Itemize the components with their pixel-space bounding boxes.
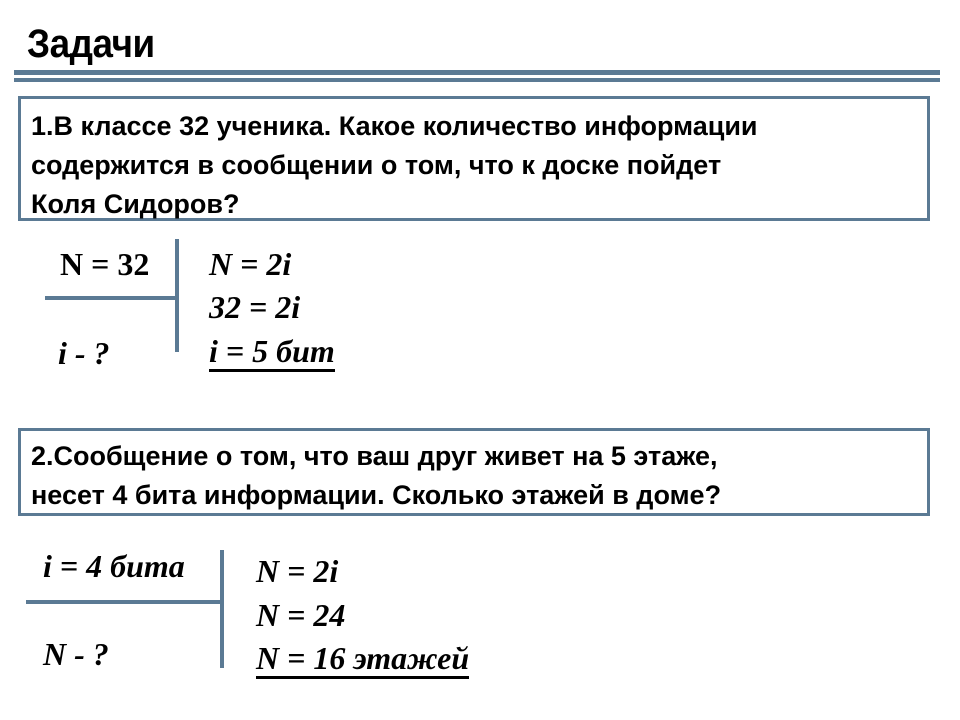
task-2-solution-divider [220, 550, 224, 668]
task-1-given-unknown: i - ? [58, 335, 110, 371]
task-1-given-known: N = 32 [60, 246, 150, 282]
task-2-solution-line: N = 2i [256, 553, 339, 589]
task-1-question-line: 1.В классе 32 ученика. Какое количество информации [31, 111, 758, 141]
title-divider-bottom [14, 78, 940, 82]
title-divider-top [14, 70, 940, 75]
task-2-answer [256, 638, 469, 678]
task-1-question-line: Коля Сидоров? [31, 189, 240, 219]
slide-title: Задачи [27, 22, 155, 66]
task-1-given-divider [45, 296, 179, 300]
task-2-given-divider [26, 600, 224, 604]
task-1-answer-text: i = 5 бит [209, 333, 335, 372]
task-2-solution-line: N = 24 [256, 597, 346, 633]
task-1-solution-line: N = 2i [209, 246, 292, 282]
task-2-given-unknown: N - ? [43, 636, 109, 672]
task-1-solution-line: 32 = 2i [209, 289, 301, 325]
task-2-question-line: 2.Сообщение о том, что ваш друг живет на 5 этаже, [31, 441, 718, 471]
task-1-question-line: содержится в сообщении о том, что к доске пойдет [31, 150, 722, 180]
task-2-question-line: несет 4 бита информации. Сколько этажей в доме? [31, 480, 722, 510]
task-1-question-box [18, 96, 930, 221]
task-1-solution-divider [175, 239, 179, 352]
task-2-given-known: i = 4 бита [43, 548, 185, 584]
task-1-answer [209, 331, 335, 371]
task-2-question-box [18, 428, 930, 516]
task-2-answer-text: N = 16 этажей [256, 640, 469, 679]
